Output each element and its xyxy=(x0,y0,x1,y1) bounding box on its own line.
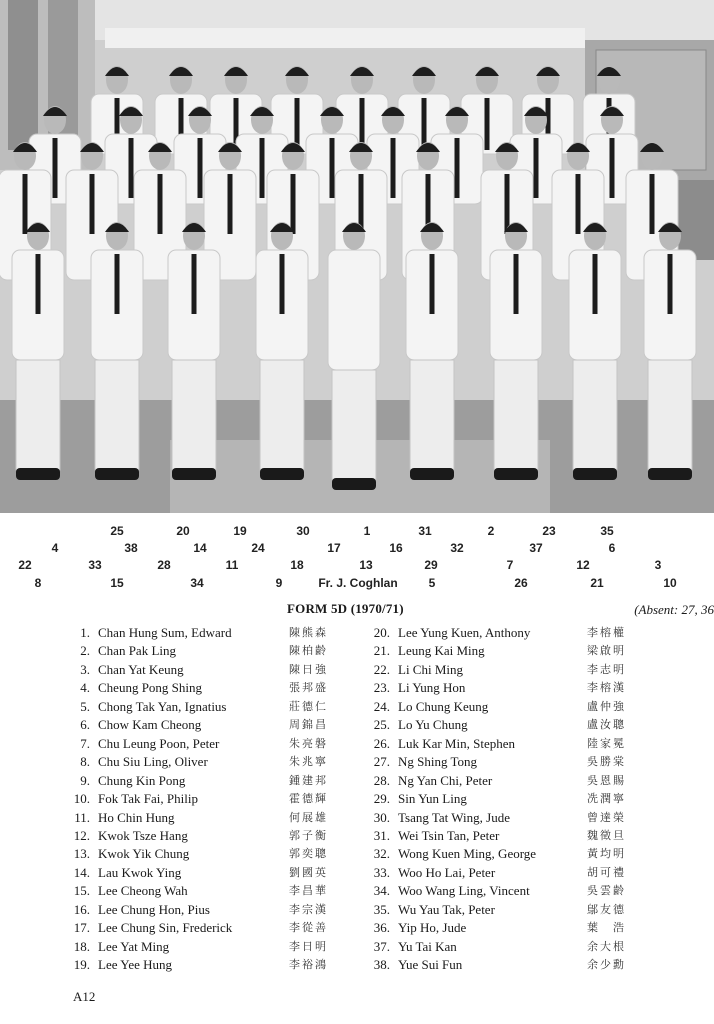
student-name-chinese: 李志明 xyxy=(587,662,626,676)
student-figure xyxy=(490,222,542,480)
key-number: 7 xyxy=(506,558,514,572)
student-name-english: Li Chi Ming xyxy=(398,661,464,677)
student-name-english: Chu Leung Poon, Peter xyxy=(98,735,220,751)
student-name-english: Chan Pak Ling xyxy=(98,643,176,659)
roster-number: 7. xyxy=(80,735,90,751)
student-name-english: Lo Chung Keung xyxy=(398,698,489,714)
roster-number: 19. xyxy=(73,957,90,973)
student-name-chinese: 陳日強 xyxy=(289,662,328,676)
roster-number: 31. xyxy=(373,827,390,843)
key-number: 18 xyxy=(290,558,304,572)
roster-number: 21. xyxy=(373,643,390,659)
student-name-chinese: 吳勝棠 xyxy=(587,755,626,769)
roster-number: 15. xyxy=(73,883,90,899)
student-name-english: Wu Yau Tak, Peter xyxy=(398,901,495,917)
student-name-english: Woo Ho Lai, Peter xyxy=(398,864,496,880)
student-name-chinese: 李從善 xyxy=(289,921,328,935)
key-number: 29 xyxy=(424,558,438,572)
student-name-english: Chow Kam Cheong xyxy=(98,717,202,733)
student-figure xyxy=(569,222,621,480)
roster-number: 16. xyxy=(73,901,90,917)
key-number: 9 xyxy=(275,576,283,590)
student-name-english: Sin Yun Ling xyxy=(398,791,467,807)
student-figure xyxy=(91,222,143,480)
roster-number: 9. xyxy=(80,772,90,788)
key-number: 32 xyxy=(450,541,464,555)
page-number: A12 xyxy=(73,989,96,1004)
student-name-chinese: 魏徵旦 xyxy=(587,828,626,842)
key-number: 17 xyxy=(327,541,341,555)
student-figure xyxy=(406,222,458,480)
student-name-english: Chan Hung Sum, Edward xyxy=(98,625,232,640)
student-name-english: Tsang Tat Wing, Jude xyxy=(398,809,510,825)
key-number: 8 xyxy=(34,576,42,590)
key-number: 35 xyxy=(600,524,614,538)
student-name-chinese: 余少勳 xyxy=(587,958,626,972)
key-number: 34 xyxy=(190,576,204,590)
student-name-english: Lee Yat Ming xyxy=(98,938,170,954)
student-name-chinese: 盧汝聰 xyxy=(587,718,626,732)
student-name-english: Ng Yan Chi, Peter xyxy=(398,772,493,788)
roster-number: 35. xyxy=(373,901,390,917)
student-name-chinese: 周錦昌 xyxy=(289,718,328,732)
student-name-chinese: 李裕鴻 xyxy=(289,958,328,972)
roster-number: 6. xyxy=(80,717,90,733)
student-name-english: Lee Cheong Wah xyxy=(98,883,188,899)
student-name-english: Kwok Tsze Hang xyxy=(98,827,188,843)
roster-number: 38. xyxy=(373,957,390,973)
roster-number: 12. xyxy=(73,827,90,843)
student-name-english: Yu Tai Kan xyxy=(398,938,457,954)
roster-number: 34. xyxy=(373,883,390,899)
roster-number: 18. xyxy=(73,938,90,954)
roster-number: 24. xyxy=(373,698,390,714)
key-number: 11 xyxy=(225,558,239,572)
roster-number: 25. xyxy=(373,717,390,733)
roster-number: 28. xyxy=(373,772,390,788)
student-name-english: Leung Kai Ming xyxy=(398,643,485,659)
key-number: 31 xyxy=(418,524,432,538)
key-number: 4 xyxy=(51,541,59,555)
key-number: 13 xyxy=(359,558,373,572)
key-number: 16 xyxy=(389,541,403,555)
form-title: FORM 5D (1970/71) xyxy=(287,601,404,616)
key-number: 24 xyxy=(251,541,265,555)
roster-number: 29. xyxy=(373,791,390,807)
absent-note: (Absent: 27, 36 xyxy=(634,602,714,617)
key-number: 37 xyxy=(529,541,543,555)
student-name-chinese: 劉國英 xyxy=(289,865,328,879)
student-figure xyxy=(644,222,696,480)
student-name-chinese: 鄔友德 xyxy=(587,902,626,916)
roster-number: 23. xyxy=(373,680,390,696)
student-name-chinese: 曾達榮 xyxy=(587,810,626,824)
roster-number: 26. xyxy=(373,735,390,751)
key-number: Fr. J. Coghlan xyxy=(318,576,398,590)
key-number: 23 xyxy=(542,524,556,538)
roster-number: 1. xyxy=(80,625,90,640)
key-number: 6 xyxy=(608,541,616,555)
student-name-english: Lee Yung Kuen, Anthony xyxy=(398,625,531,640)
student-name-chinese: 葉 浩 xyxy=(587,921,626,935)
roster-number: 8. xyxy=(80,754,90,770)
student-name-chinese: 何展雄 xyxy=(289,810,328,824)
student-name-chinese: 朱兆寧 xyxy=(289,755,328,769)
roster-number: 37. xyxy=(373,938,390,954)
key-number: 20 xyxy=(176,524,190,538)
roster-number: 27. xyxy=(373,754,390,770)
student-name-english: Chu Siu Ling, Oliver xyxy=(98,754,208,770)
student-figure xyxy=(256,222,308,480)
student-name-chinese: 李宗漢 xyxy=(289,902,328,916)
roster-number: 11. xyxy=(74,809,90,825)
roster-number: 13. xyxy=(73,846,90,862)
student-name-english: Wong Kuen Ming, George xyxy=(398,846,537,862)
key-number: 30 xyxy=(296,524,310,538)
key-number: 21 xyxy=(590,576,604,590)
student-name-chinese: 李榕權 xyxy=(587,626,626,639)
key-number: 14 xyxy=(193,541,207,555)
student-name-english: Kwok Yik Chung xyxy=(98,846,190,862)
student-name-chinese: 李日明 xyxy=(289,939,328,953)
roster-number: 3. xyxy=(80,661,90,677)
student-name-english: Chan Yat Keung xyxy=(98,661,184,677)
key-number: 1 xyxy=(363,524,371,538)
roster-number: 36. xyxy=(373,920,390,936)
student-name-chinese: 黃均明 xyxy=(587,847,626,861)
student-name-english: Woo Wang Ling, Vincent xyxy=(398,883,530,899)
student-name-chinese: 李昌華 xyxy=(289,884,328,898)
student-name-chinese: 郭子衡 xyxy=(289,828,328,842)
student-name-chinese: 冼潤寧 xyxy=(587,792,626,806)
key-number: 10 xyxy=(663,576,677,590)
student-name-english: Chung Kin Pong xyxy=(98,772,186,788)
student-name-chinese: 盧仲強 xyxy=(587,699,626,713)
key-number: 15 xyxy=(110,576,124,590)
key-number: 38 xyxy=(124,541,138,555)
student-name-chinese: 余大根 xyxy=(587,939,626,953)
student-name-english: Ho Chin Hung xyxy=(98,809,175,825)
student-name-chinese: 陳熊森 xyxy=(289,626,328,639)
student-figure xyxy=(12,222,64,480)
student-name-chinese: 霍德輝 xyxy=(289,792,328,806)
student-name-english: Lee Chung Hon, Pius xyxy=(98,901,210,917)
student-name-chinese: 李榕漢 xyxy=(587,681,626,695)
student-figure xyxy=(168,222,220,480)
roster-number: 20. xyxy=(373,625,390,640)
roster-number: 33. xyxy=(373,864,390,880)
student-name-english: Yue Sui Fun xyxy=(398,957,463,973)
roster-number: 32. xyxy=(373,846,390,862)
student-name-chinese: 郭奕聰 xyxy=(289,847,328,861)
key-number: 28 xyxy=(157,558,171,572)
key-number: 26 xyxy=(514,576,528,590)
student-name-chinese: 鍾建邦 xyxy=(289,773,328,787)
roster-number: 22. xyxy=(373,661,390,677)
student-name-chinese: 陸家冕 xyxy=(587,736,626,750)
student-name-english: Chong Tak Yan, Ignatius xyxy=(98,698,227,714)
student-name-chinese: 梁啟明 xyxy=(587,644,626,658)
roster-number: 2. xyxy=(80,643,90,659)
key-number: 3 xyxy=(654,558,662,572)
key-number: 19 xyxy=(233,524,247,538)
student-name-english: Ng Shing Tong xyxy=(398,754,478,770)
roster-number: 4. xyxy=(80,680,90,696)
key-number: 2 xyxy=(487,524,495,538)
key-number: 25 xyxy=(110,524,124,538)
student-name-english: Lee Chung Sin, Frederick xyxy=(98,920,233,936)
key-number: 22 xyxy=(18,558,32,572)
student-figure xyxy=(328,222,380,490)
student-name-chinese: 吳恩賜 xyxy=(587,773,626,787)
student-name-chinese: 張邦盛 xyxy=(289,681,328,695)
key-number: 33 xyxy=(88,558,102,572)
student-name-chinese: 吳雲齡 xyxy=(587,884,626,898)
student-name-english: Li Yung Hon xyxy=(398,680,466,696)
student-name-english: Fok Tak Fai, Philip xyxy=(98,791,198,807)
student-name-chinese: 朱亮磐 xyxy=(289,736,328,750)
student-name-english: Yip Ho, Jude xyxy=(398,920,467,936)
key-number: 12 xyxy=(576,558,590,572)
roster-number: 17. xyxy=(73,920,90,936)
student-name-english: Cheung Pong Shing xyxy=(98,680,203,696)
student-name-chinese: 胡可禮 xyxy=(587,865,626,879)
roster-number: 14. xyxy=(73,864,90,880)
student-name-english: Luk Kar Min, Stephen xyxy=(398,735,515,751)
student-name-english: Wei Tsin Tan, Peter xyxy=(398,827,500,843)
student-name-chinese: 莊德仁 xyxy=(289,699,328,713)
key-number: 5 xyxy=(428,576,436,590)
student-name-english: Lau Kwok Ying xyxy=(98,864,182,880)
student-name-chinese: 陳柏齡 xyxy=(289,644,328,658)
roster-number: 5. xyxy=(80,698,90,714)
student-name-english: Lo Yu Chung xyxy=(398,717,468,733)
roster-number: 10. xyxy=(73,791,90,807)
student-name-english: Lee Yee Hung xyxy=(98,957,173,973)
roster-number: 30. xyxy=(373,809,390,825)
